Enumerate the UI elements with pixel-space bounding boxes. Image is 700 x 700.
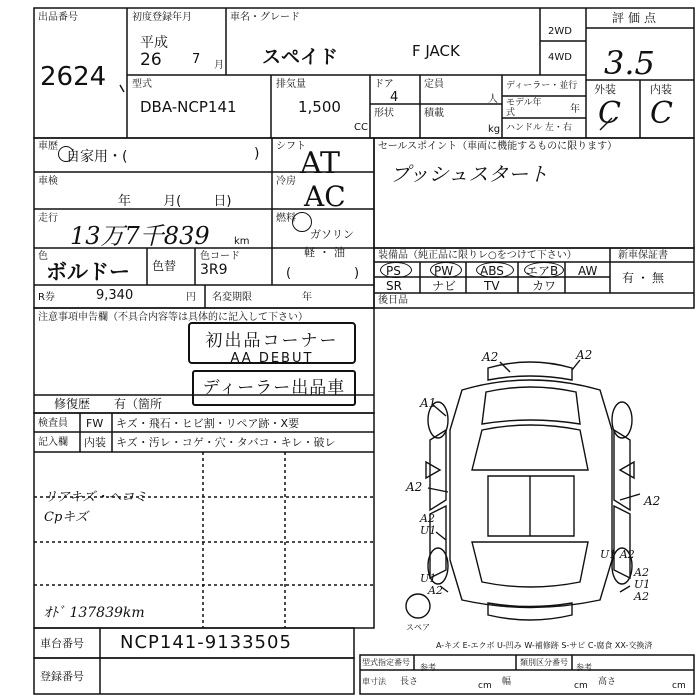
int-text: キズ・汚レ・コゲ・穴・タバコ・キレ・破レ — [116, 436, 336, 449]
width-label: 幅 — [502, 677, 512, 687]
color-code: 3R9 — [200, 262, 228, 278]
equip-tv: TV — [484, 279, 500, 293]
car-name-label: 車名・グレード — [230, 12, 300, 23]
shift-label: シフト — [276, 141, 306, 152]
model-code: DBA-NCP141 — [140, 98, 237, 116]
length-label: 長さ — [400, 677, 419, 687]
name-change-label: 名変期限 — [212, 292, 252, 303]
handwritten-note-2: Cpキズ — [44, 510, 89, 525]
handwritten-note-1: リアキズ・ヘコミ — [44, 490, 148, 505]
displacement-label: 排気量 — [276, 79, 306, 90]
interior-label: 内装 — [650, 83, 672, 96]
equip-pw: PW — [434, 264, 454, 278]
color-value: ボルドー — [46, 259, 130, 284]
sales-value: プッシュスタート — [390, 162, 549, 186]
model-sign-label: 型式指定番号 — [362, 658, 410, 667]
doors: 4 — [390, 90, 399, 105]
equip-kawa: カワ — [532, 279, 557, 293]
yen-unit: 円 — [186, 292, 196, 303]
lot-label: 出品番号 — [38, 12, 78, 23]
inspector-label-1: 検査員 — [38, 418, 68, 429]
equip-ps: PS — [386, 264, 401, 278]
equip-navi: ナビ — [432, 279, 457, 293]
paren-close: ) — [354, 266, 360, 281]
mileage-value: 13万7千839 — [70, 222, 210, 250]
damage-mark: U1 A2 — [600, 548, 635, 561]
shaken-value: 年 月( 日) — [118, 194, 232, 209]
length-unit: cm — [478, 681, 492, 691]
damage-mark: A2 — [406, 480, 423, 494]
height-unit: cm — [672, 681, 686, 691]
history-value: 自家用・( — [66, 149, 128, 165]
paren-open: ( — [286, 266, 292, 281]
drive-4wd: 4WD — [548, 52, 572, 63]
score: 3.5 — [604, 44, 655, 82]
equip-sr: SR — [386, 279, 402, 293]
capacity-label: 定員 — [424, 79, 444, 90]
damage-mark: A2 — [576, 348, 593, 362]
damage-mark: A1 — [420, 396, 437, 410]
exterior-grade: C — [598, 96, 621, 131]
color-code-label: 色コード — [200, 251, 240, 262]
sales-label: セールスポイント（車両に機能するものに限ります） — [378, 141, 618, 152]
warranty-value: 有・無 — [622, 271, 668, 285]
damage-mark: U1 — [634, 578, 651, 591]
fuel-light: 軽・油 — [304, 246, 349, 259]
interior-grade: C — [650, 96, 673, 131]
drive-2wd: 2WD — [548, 26, 572, 37]
color-change-label: 色替 — [152, 259, 177, 273]
height-label: 高さ — [598, 677, 617, 687]
ac-value: AC — [304, 180, 346, 213]
history-close: ) — [254, 146, 260, 162]
shaken-label: 車検 — [38, 176, 58, 187]
spare-label: スペア — [406, 623, 430, 632]
ownership-label: 後日品 — [378, 295, 408, 306]
handwritten-odo: ｵﾄﾞ 137839km — [44, 605, 145, 621]
reg-month: 7 — [192, 52, 201, 67]
debut-line1: 初出品コーナー — [205, 331, 339, 351]
kg-unit: kg — [488, 124, 501, 135]
handle-label: ハンドル 左・右 — [506, 123, 572, 133]
notes-label: 注意事項申告欄（不具合内容等は具体的に記入して下さい） — [38, 312, 308, 323]
cc-unit: CC — [354, 122, 368, 133]
month-unit: 月 — [214, 60, 224, 71]
reg-date-label: 初度登録年月 — [132, 12, 192, 23]
inspector-label-2: 記入欄 — [38, 437, 68, 448]
history-label: 車歴 — [38, 141, 58, 152]
dealer-stamp: ディーラー出品車 — [192, 370, 356, 406]
shift-value: AT — [300, 146, 341, 181]
fw-text: キズ・飛石・ヒビ割・リペア跡・X要 — [116, 417, 300, 430]
shape-label: 形状 — [374, 108, 394, 119]
capacity-unit: 人 — [488, 94, 498, 105]
repair-value: 有（箇所 — [114, 397, 163, 411]
damage-mark: A2 — [644, 494, 661, 508]
equipment-label: 装備品（純正品に限りレ○をつけて下さい） — [378, 250, 577, 261]
fuel-gasoline: ガソリン — [310, 228, 354, 241]
damage-legend: A-キズ E-エクボ U-凹み W-補修跡 S-サビ C-腐食 XX-交換済 — [436, 641, 653, 650]
car-name: スペイド — [262, 46, 339, 68]
equip-airbag: エアB — [526, 264, 559, 278]
ac-label: 冷房 — [276, 176, 296, 187]
ref-1: 参考 — [420, 663, 436, 672]
load-label: 積載 — [424, 108, 444, 119]
classify-label: 類別区分番号 — [520, 658, 568, 667]
chassis-label: 車台番号 — [40, 637, 84, 650]
equip-abs: ABS — [480, 264, 504, 278]
debut-line2: AA DEBUT — [230, 351, 314, 366]
recycle-label: R券 — [38, 292, 55, 303]
fuel-label: 燃料 — [276, 213, 296, 224]
ref-2: 参考 — [576, 663, 592, 672]
mileage-label: 走行 — [38, 213, 58, 224]
year-unit: 年 — [570, 104, 580, 115]
lot-number: 2624 — [40, 62, 107, 92]
doors-label: ドア — [374, 79, 394, 90]
fw-label: FW — [86, 417, 104, 430]
dealer-label: ディーラー・並行 — [506, 81, 578, 91]
damage-mark: A2 — [634, 566, 649, 579]
reg-year: 26 — [140, 50, 162, 70]
damage-mark: A2 — [420, 512, 435, 525]
era: 平成 — [140, 35, 168, 51]
registration-label: 登録番号 — [40, 670, 84, 683]
damage-mark: A2 — [634, 590, 649, 603]
chassis-number: NCP141-9133505 — [120, 632, 292, 653]
exterior-label: 外装 — [594, 83, 616, 96]
score-label: 評価点 — [612, 11, 661, 25]
model-year-label: モデル年式 — [506, 98, 542, 118]
damage-mark: A2 — [428, 584, 443, 597]
warranty-label: 新車保証書 — [618, 250, 668, 261]
grade: F JACK — [412, 42, 460, 60]
dimension-label: 車寸法 — [362, 677, 386, 686]
width-unit: cm — [574, 681, 588, 691]
equip-aw: AW — [578, 264, 598, 278]
km-unit: km — [234, 236, 250, 247]
repair-label: 修復歴 — [54, 397, 91, 411]
name-change-unit: 年 — [302, 292, 312, 303]
damage-mark: A2 — [482, 350, 499, 364]
color-label: 色 — [38, 251, 48, 262]
int-label: 内装 — [84, 436, 106, 449]
damage-mark: U1 — [420, 524, 437, 537]
displacement: 1,500 — [298, 98, 341, 116]
model-label: 型式 — [132, 79, 152, 90]
damage-mark: U1 — [420, 572, 437, 585]
recycle-value: 9,340 — [96, 288, 134, 303]
